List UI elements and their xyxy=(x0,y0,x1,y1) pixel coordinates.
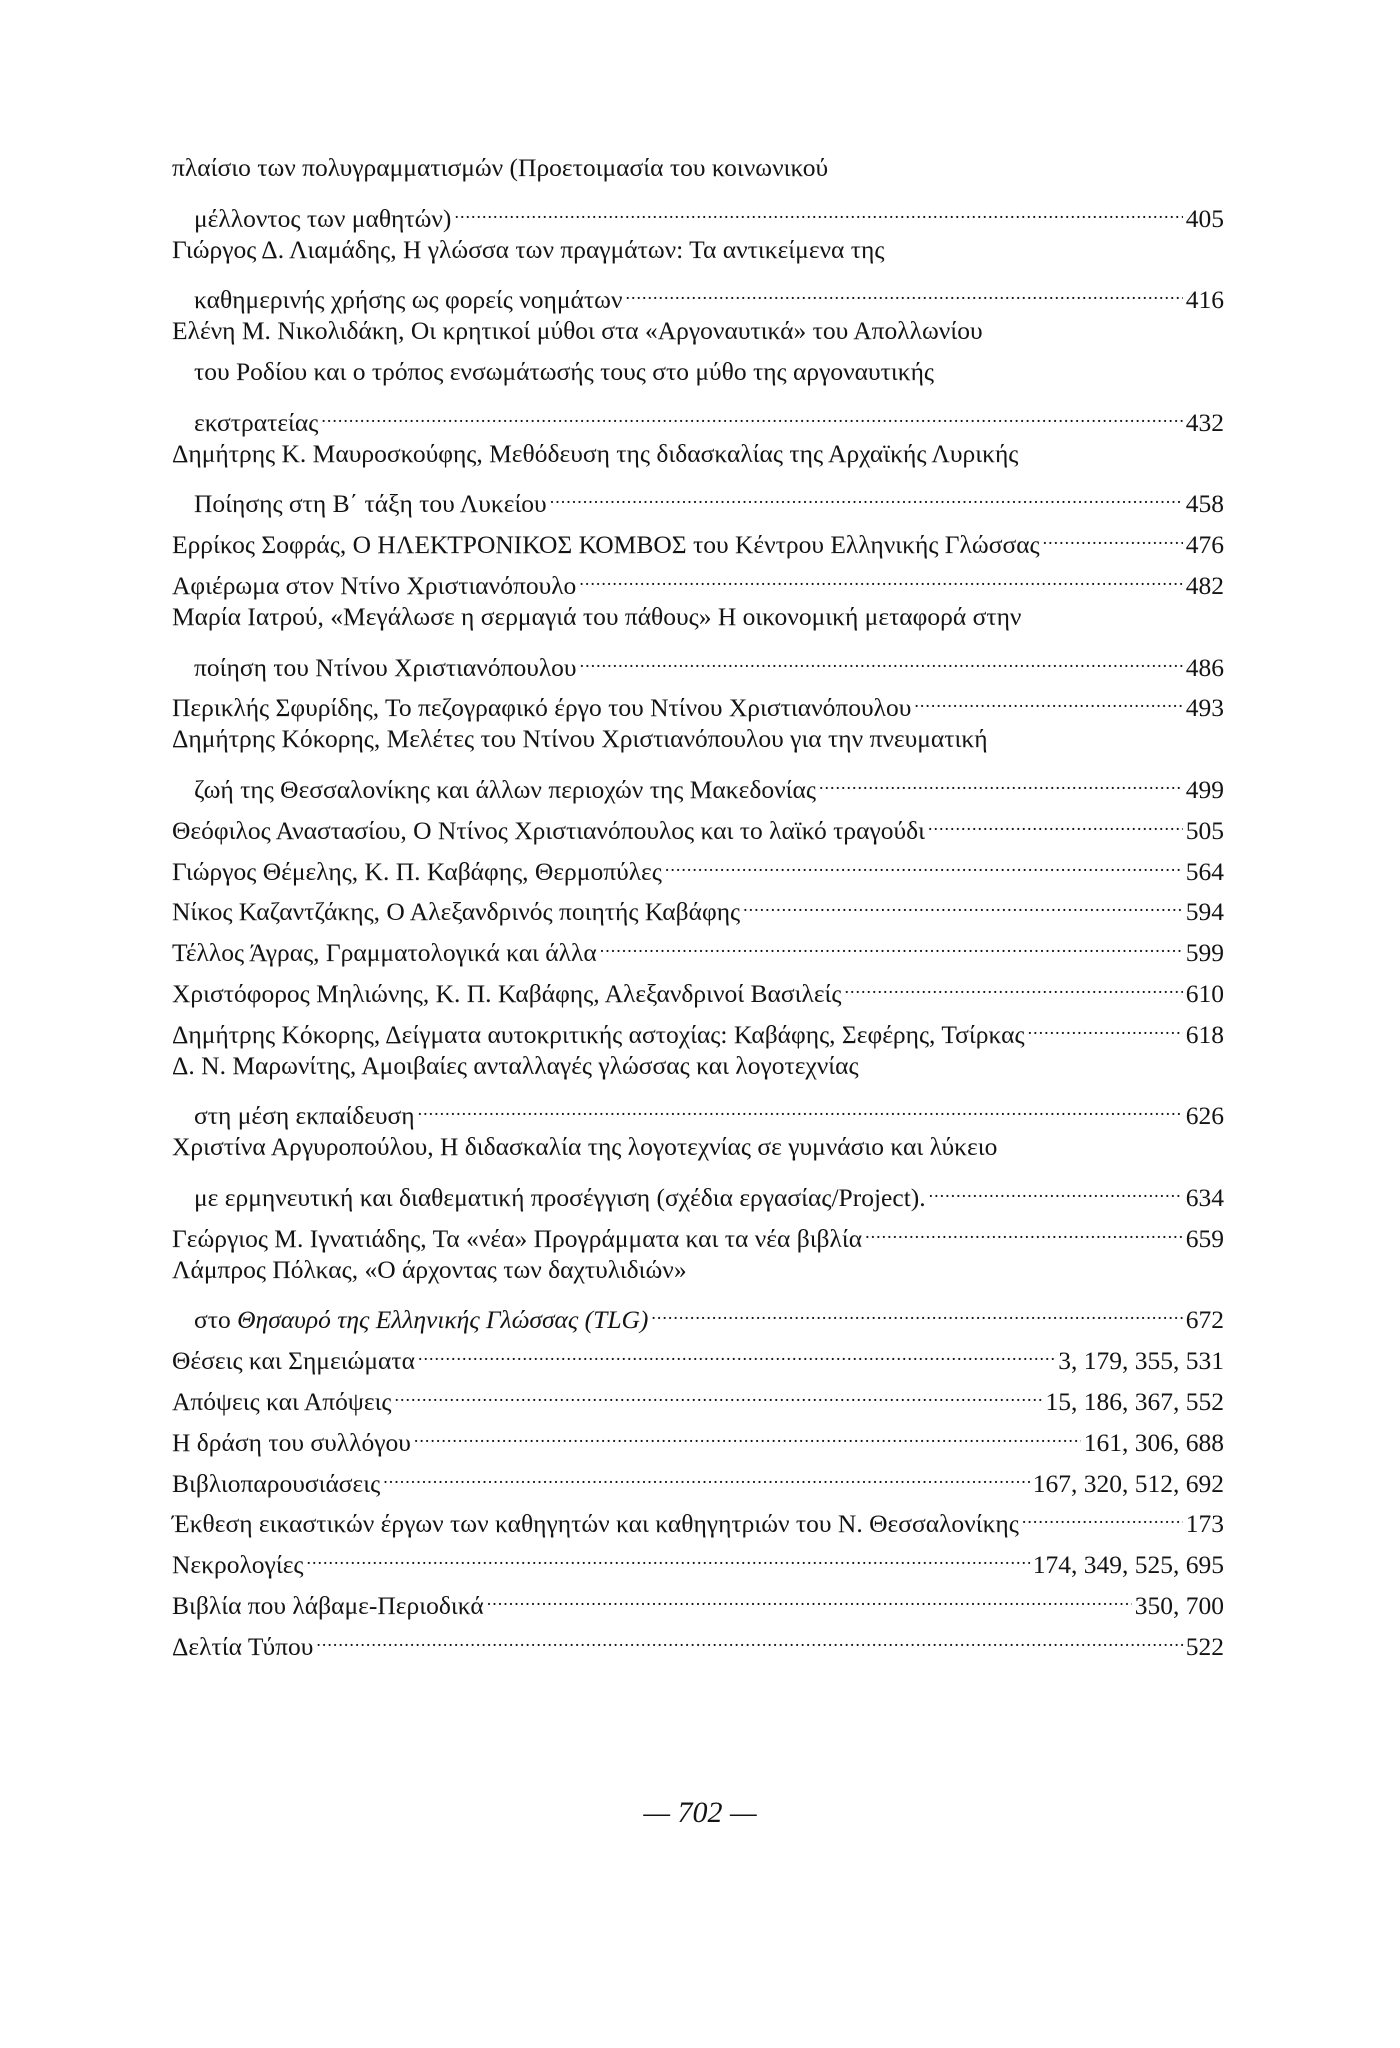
toc-page-ref: 522 xyxy=(1185,1631,1224,1661)
toc-page-ref: 173 xyxy=(1185,1509,1224,1539)
toc-line xyxy=(194,640,1224,682)
toc-italic-title: Θησαυρό της Ελληνικής Γλώσσας (TLG) xyxy=(237,1305,649,1335)
toc-page-ref: 626 xyxy=(1185,1101,1224,1131)
toc-page-ref: 499 xyxy=(1185,775,1224,804)
toc-text: ζωή της Θεσσαλονίκης και άλλων περιοχών της Μακεδονίας xyxy=(194,775,816,804)
toc-text: Γιώργος Θέμελης, Κ. Π. Καβάφης, Θερμοπύλες xyxy=(172,856,662,886)
toc-line xyxy=(172,1252,687,1288)
toc-text: Δημήτρης Κ. Μαυροσκούφης, Μεθόδευση της διδασκαλίας της Αρχαϊκής Λυρικής xyxy=(172,438,1019,468)
toc-line xyxy=(172,966,1224,1008)
toc-line xyxy=(172,313,983,349)
toc-page-ref: 659 xyxy=(1185,1223,1224,1253)
dot-leader xyxy=(651,1292,1182,1328)
toc-line xyxy=(172,680,1224,723)
dot-leader xyxy=(1028,1007,1183,1043)
toc-page-ref: 416 xyxy=(1185,285,1224,315)
dot-leader xyxy=(579,558,1182,594)
dot-leader xyxy=(1043,517,1183,553)
toc-line xyxy=(172,150,828,186)
toc-page-ref: 594 xyxy=(1185,897,1224,927)
toc-text: Περικλής Σφυρίδης, Το πεζογραφικό έργο του Ντίνου Χριστιανόπουλου xyxy=(172,693,912,723)
toc-page-ref: 15, 186, 367, 552 xyxy=(1045,1387,1224,1416)
toc-page-ref: 505 xyxy=(1185,815,1224,845)
dot-leader xyxy=(580,640,1183,676)
toc-text: Γεώργιος Μ. Ιγνατιάδης, Τα «νέα» Προγράμματα και τα νέα βιβλία xyxy=(172,1223,863,1253)
dot-leader xyxy=(550,476,1183,512)
toc-text: Θέσεις και Σημειώματα xyxy=(172,1346,415,1376)
dot-leader xyxy=(819,762,1183,798)
toc-line xyxy=(172,721,988,757)
toc-line xyxy=(172,599,1021,635)
toc-line xyxy=(172,925,1224,968)
toc-line xyxy=(194,1292,1224,1335)
toc-text: Δημήτρης Κόκορης, Δείγματα αυτοκριτικής αστοχίας: Καβάφης, Σεφέρης, Τσίρκας xyxy=(172,1019,1025,1049)
toc-line xyxy=(194,272,1224,315)
toc-text: Ερρίκος Σοφράς, Ο ΗΛΕΚΤΡΟΝΙΚΟΣ ΚΟΜΒΟΣ του Κέντρου Ελληνικής Γλώσσας xyxy=(172,530,1040,560)
toc-page-ref: 599 xyxy=(1185,938,1224,968)
toc-text: μέλλοντος των μαθητών) xyxy=(194,203,452,233)
toc-text: εκστρατείας xyxy=(194,407,319,437)
dot-leader xyxy=(1022,1496,1183,1532)
toc-line xyxy=(194,395,1224,437)
toc-line xyxy=(172,844,1224,886)
toc-page-ref: 618 xyxy=(1185,1019,1224,1049)
toc-text: Ποίησης στη Β΄ τάξη του Λυκείου xyxy=(194,489,547,519)
toc-page-ref: 672 xyxy=(1185,1305,1224,1335)
toc-text: Τέλλος Άγρας, Γραμματολογικά και άλλα xyxy=(172,938,597,968)
dot-leader xyxy=(929,1170,1183,1206)
toc-line xyxy=(172,436,1018,472)
toc-page-ref: 458 xyxy=(1185,489,1224,519)
toc-text: καθημερινής χρήσης ως φορείς νοημάτων xyxy=(194,285,623,315)
toc-text: του Ροδίου και ο τρόπος ενσωμάτωσής τους στο μύθο της αργοναυτικής xyxy=(194,357,935,386)
toc-text: Νεκρολογίες xyxy=(172,1550,304,1580)
toc-text: Η δράση του συλλόγου xyxy=(172,1427,411,1457)
toc-line xyxy=(194,191,1224,233)
dot-leader xyxy=(395,1374,1043,1410)
toc-line xyxy=(172,1211,1224,1253)
toc-page-ref: 174, 349, 525, 695 xyxy=(1032,1550,1224,1580)
toc-page-ref: 493 xyxy=(1185,693,1224,723)
toc-page-ref: 486 xyxy=(1185,652,1224,682)
dot-leader xyxy=(487,1578,1132,1614)
toc-line xyxy=(172,803,1224,845)
toc-text: Χριστίνα Αργυροπούλου, Η διδασκαλία της λογοτεχνίας σε γυμνάσιο και λύκειο xyxy=(172,1132,998,1162)
dot-leader xyxy=(743,884,1183,920)
toc-page-ref: 432 xyxy=(1185,407,1224,437)
dot-leader xyxy=(418,1333,1055,1369)
toc-line xyxy=(172,1415,1224,1457)
toc-text: με ερμηνευτική και διαθεματική προσέγγιση (σχέδια εργασίας/Project). xyxy=(194,1183,926,1212)
dot-leader xyxy=(418,1088,1183,1124)
toc-text: Δελτία Τύπου xyxy=(172,1631,314,1661)
toc-page-ref: 167, 320, 512, 692 xyxy=(1032,1468,1224,1498)
dot-leader xyxy=(914,680,1182,716)
toc-page-ref: 350, 700 xyxy=(1134,1591,1224,1620)
toc-line xyxy=(172,1578,1224,1620)
toc-line xyxy=(172,1129,997,1165)
toc-page-ref: 610 xyxy=(1185,979,1224,1008)
dot-leader xyxy=(865,1211,1183,1247)
toc-line xyxy=(172,1619,1224,1661)
toc-line xyxy=(172,884,1224,927)
toc-text: Γιώργος Δ. Λιαμάδης, Η γλώσσα των πραγμάτων: Τα αντικείμενα της xyxy=(172,234,885,264)
toc-text: Μαρία Ιατρού, «Μεγάλωσε η σερμαγιά του πάθους» Η οικονομική μεταφορά στην xyxy=(172,601,1022,631)
toc-text: Χριστόφορος Μηλιώνης, Κ. Π. Καβάφης, Αλεξανδρινοί Βασιλείς xyxy=(172,979,842,1008)
dot-leader xyxy=(307,1537,1030,1573)
dot-leader xyxy=(321,395,1182,431)
toc-line xyxy=(194,476,1224,519)
toc-page-ref: 634 xyxy=(1185,1183,1224,1212)
toc-line xyxy=(194,1170,1224,1212)
toc-page-ref: 564 xyxy=(1185,856,1224,886)
toc-line xyxy=(172,1007,1224,1049)
toc-line xyxy=(172,1496,1224,1539)
toc-line xyxy=(194,354,934,390)
toc-text: πλαίσιο των πολυγραμματισμών (Προετοιμασία του κοινωνικού xyxy=(172,153,829,182)
dot-leader xyxy=(600,925,1183,961)
toc-text: Δημήτρης Κόκορης, Μελέτες του Ντίνου Χριστιανόπουλου για την πνευματική xyxy=(172,724,988,754)
toc-page-ref: 482 xyxy=(1185,571,1224,600)
toc-text: ποίηση του Ντίνου Χριστιανόπουλου xyxy=(194,652,577,682)
toc-text: στο Θησαυρό της Ελληνικής Γλώσσας (TLG) xyxy=(194,1305,649,1335)
toc-line xyxy=(172,517,1224,560)
dot-leader xyxy=(665,844,1183,880)
toc-page-ref: 405 xyxy=(1185,203,1224,233)
toc-text: Αφιέρωμα στον Ντίνο Χριστιανόπουλο xyxy=(172,571,577,600)
toc-page-ref: 161, 306, 688 xyxy=(1083,1427,1224,1457)
page-number: — 702 — xyxy=(643,1796,757,1829)
toc-text: Δ. Ν. Μαρωνίτης, Αμοιβαίες ανταλλαγές γλώσσας και λογοτεχνίας xyxy=(172,1050,859,1080)
toc-line xyxy=(172,1333,1224,1376)
dot-leader xyxy=(454,191,1182,227)
dot-leader xyxy=(383,1456,1030,1492)
toc-text: Θεόφιλος Αναστασίου, Ο Ντίνος Χριστιανόπουλος και το λαϊκό τραγούδι xyxy=(172,815,925,845)
toc-line xyxy=(172,1456,1224,1498)
toc-line xyxy=(172,232,884,268)
dot-leader xyxy=(414,1415,1081,1451)
toc-text: Βιβλία που λάβαμε-Περιοδικά xyxy=(172,1591,484,1620)
dot-leader xyxy=(845,966,1183,1002)
toc-line xyxy=(172,558,1224,600)
dot-leader xyxy=(625,272,1182,308)
toc-text: Νίκος Καζαντζάκης, Ο Αλεξανδρινός ποιητής Καβάφης xyxy=(172,897,741,927)
toc-text: Λάμπρος Πόλκας, «Ο άρχοντας των δαχτυλιδιών» xyxy=(172,1254,687,1284)
toc-line xyxy=(194,1088,1224,1131)
toc-text: Βιβλιοπαρουσιάσεις xyxy=(172,1468,381,1498)
dot-leader xyxy=(316,1619,1182,1655)
toc-text: Ελένη Μ. Νικολιδάκη, Οι κρητικοί μύθοι στα «Αργοναυτικά» του Απολλωνίου xyxy=(172,316,983,346)
toc-line xyxy=(172,1374,1224,1416)
dot-leader xyxy=(928,803,1183,839)
toc-line xyxy=(172,1048,859,1084)
toc-line xyxy=(194,762,1224,804)
toc-page-ref: 476 xyxy=(1185,530,1224,560)
toc-text: Απόψεις και Απόψεις xyxy=(172,1387,392,1416)
toc-text: Έκθεση εικαστικών έργων των καθηγητών και καθηγητριών του Ν. Θεσσαλονίκης xyxy=(172,1509,1019,1539)
toc-line xyxy=(172,1537,1224,1580)
toc-text: στη μέση εκπαίδευση xyxy=(194,1101,415,1131)
toc-page-ref: 3, 179, 355, 531 xyxy=(1058,1346,1224,1376)
